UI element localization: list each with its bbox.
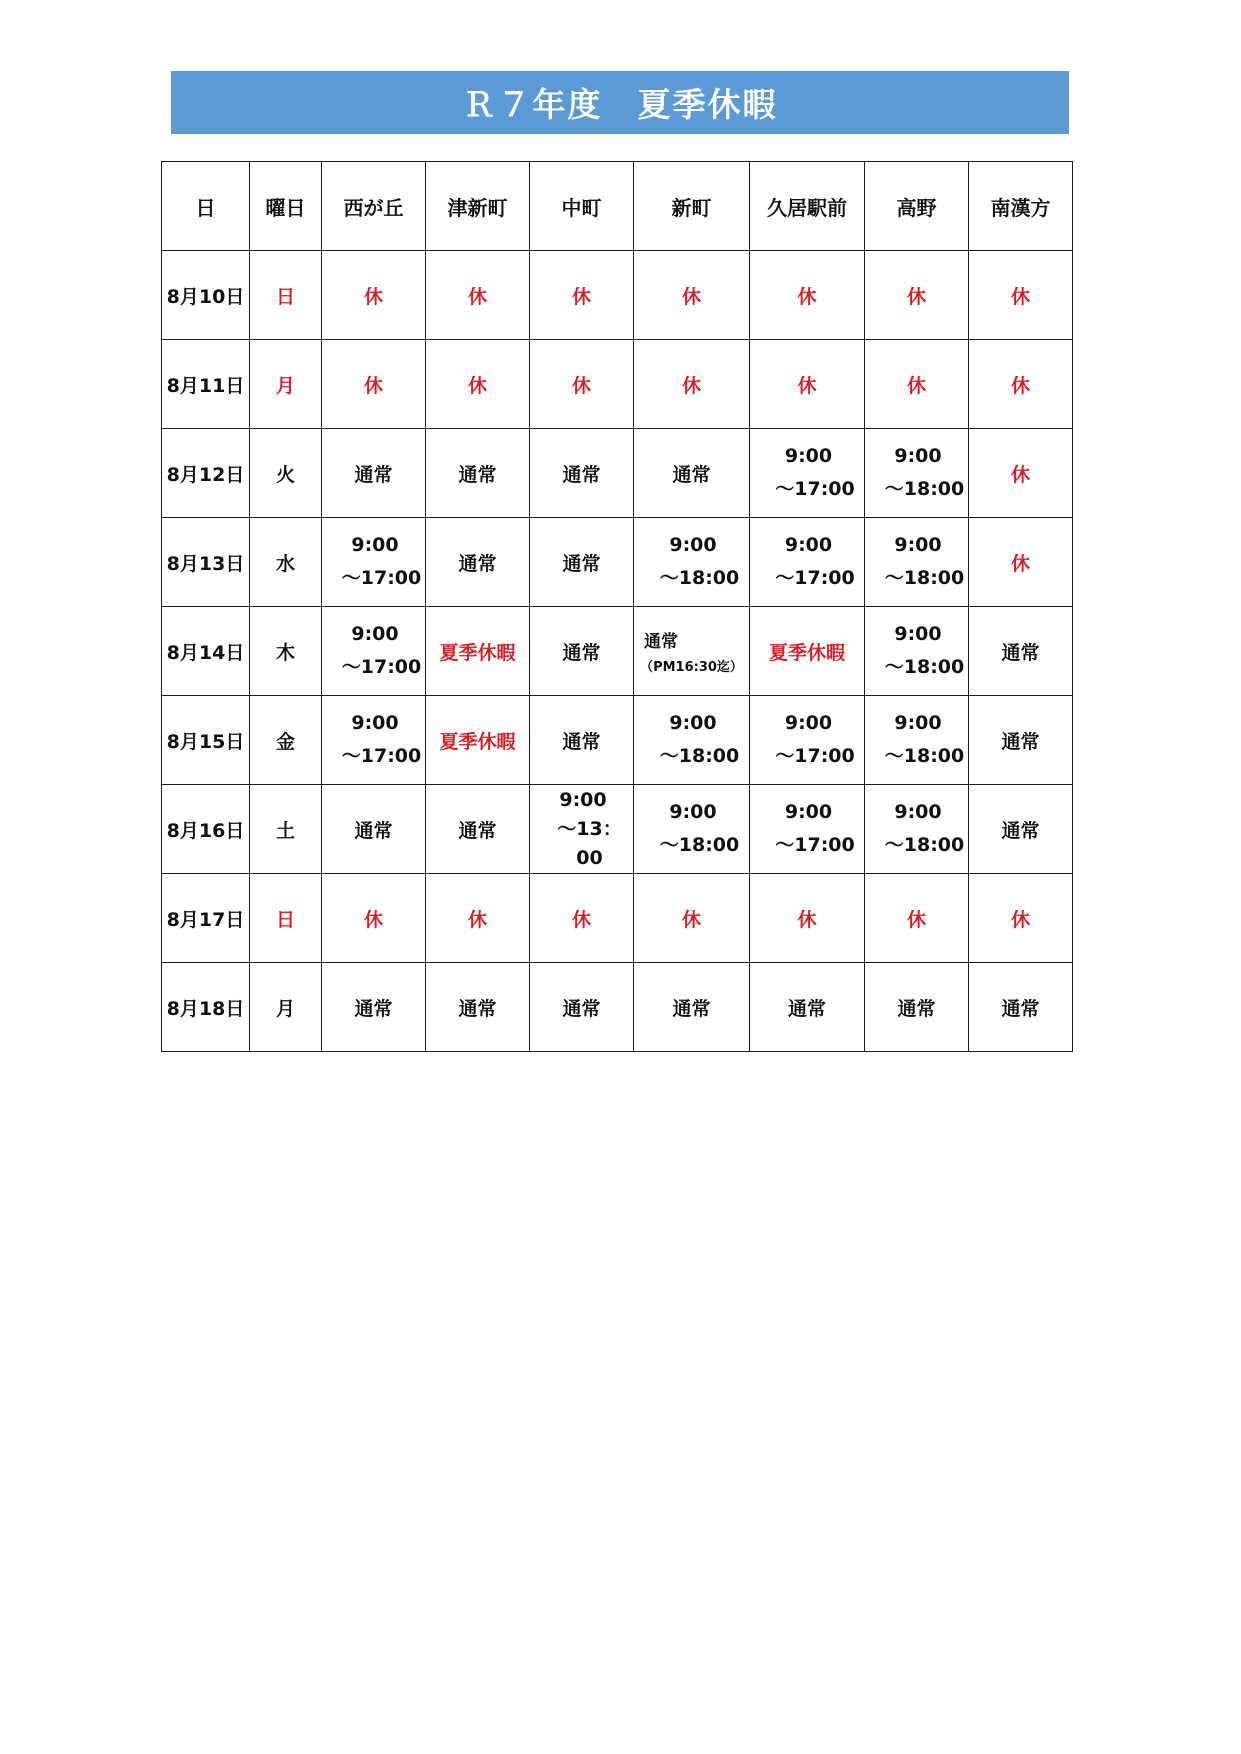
header-row [162, 162, 1073, 251]
table-row [162, 785, 1073, 874]
schedule-cell: 休 [750, 251, 865, 340]
date-cell: 8月17日 [162, 874, 250, 963]
schedule-cell: 休 [322, 340, 426, 429]
schedule-cell [322, 607, 426, 696]
header-hisai-ekimae: 久居駅前 [750, 162, 865, 251]
schedule-cell: 休 [969, 251, 1073, 340]
time-line: ～17:00 [341, 567, 422, 589]
schedule-cell: 夏季休暇 [750, 607, 865, 696]
time-line: 9:00 [894, 623, 942, 645]
time-line: ～18:00 [659, 745, 740, 767]
time-line: 9:00 [669, 801, 717, 823]
weekday-cell: 月 [250, 963, 322, 1052]
time-line: 9:00 [669, 712, 717, 734]
schedule-cell: 休 [969, 429, 1073, 518]
schedule-cell [865, 785, 969, 874]
schedule-cell: 休 [322, 251, 426, 340]
schedule-cell [865, 696, 969, 785]
header-weekday: 曜日 [250, 162, 322, 251]
table-row [162, 518, 1073, 607]
header-nakamachi: 中町 [530, 162, 634, 251]
time-line: ～17:00 [341, 745, 422, 767]
date-cell: 8月18日 [162, 963, 250, 1052]
schedule-cell: 通常 [634, 963, 750, 1052]
schedule-cell: 通常 [969, 696, 1073, 785]
date-cell: 8月11日 [162, 340, 250, 429]
weekday-cell: 木 [250, 607, 322, 696]
schedule-cell [634, 518, 750, 607]
header-shinmachi: 新町 [634, 162, 750, 251]
weekday-cell: 日 [250, 251, 322, 340]
time-line: 9:00 [894, 801, 942, 823]
schedule-cell: 休 [865, 340, 969, 429]
time-line: ～18:00 [659, 567, 740, 589]
holiday-schedule-table [161, 161, 1073, 1052]
time-line: ～17:00 [775, 567, 855, 589]
weekday-cell: 金 [250, 696, 322, 785]
schedule-cell: 通常 [322, 785, 426, 874]
time-line: ～18:00 [884, 656, 965, 678]
note-sub: （PM16:30迄） [640, 660, 743, 675]
time-line: ～18:00 [659, 834, 740, 856]
schedule-cell [750, 785, 865, 874]
schedule-cell: 休 [530, 251, 634, 340]
schedule-cell: 休 [426, 251, 530, 340]
schedule-cell: 休 [969, 518, 1073, 607]
date-cell: 8月14日 [162, 607, 250, 696]
schedule-cell: 休 [750, 340, 865, 429]
schedule-cell: 休 [530, 340, 634, 429]
schedule-cell: 通常 [426, 963, 530, 1052]
weekday-cell: 日 [250, 874, 322, 963]
schedule-cell: 休 [634, 340, 750, 429]
schedule-cell [634, 607, 750, 696]
date-cell: 8月13日 [162, 518, 250, 607]
table-row [162, 251, 1073, 340]
time-line: 9:00 [669, 534, 717, 556]
weekday-cell: 水 [250, 518, 322, 607]
schedule-cell: 通常 [750, 963, 865, 1052]
table-row [162, 696, 1073, 785]
time-line: 9:00 [894, 712, 942, 734]
date-cell: 8月12日 [162, 429, 250, 518]
time-line: 9:00 [894, 445, 942, 467]
table-row [162, 963, 1073, 1052]
schedule-cell [750, 696, 865, 785]
time-line: 9:00 [784, 445, 833, 467]
time-line: 9:00 [784, 801, 833, 823]
time-line: 9:00 [894, 534, 942, 556]
time-line: ～18:00 [884, 567, 965, 589]
schedule-cell [750, 518, 865, 607]
schedule-cell: 休 [322, 874, 426, 963]
time-line: 9:00 [351, 534, 399, 556]
schedule-cell: 休 [750, 874, 865, 963]
schedule-cell: 通常 [530, 429, 634, 518]
schedule-cell: 通常 [969, 963, 1073, 1052]
header-date: 日 [162, 162, 250, 251]
schedule-cell: 休 [969, 340, 1073, 429]
schedule-cell: 休 [426, 874, 530, 963]
schedule-cell: 通常 [634, 429, 750, 518]
schedule-cell [322, 518, 426, 607]
table-row [162, 874, 1073, 963]
header-tsushinmachi: 津新町 [426, 162, 530, 251]
schedule-cell: 休 [634, 251, 750, 340]
schedule-cell: 通常 [530, 963, 634, 1052]
date-cell: 8月10日 [162, 251, 250, 340]
schedule-cell: 夏季休暇 [426, 696, 530, 785]
date-cell: 8月15日 [162, 696, 250, 785]
schedule-cell: 通常 [322, 963, 426, 1052]
schedule-cell [865, 607, 969, 696]
time-line: 9:00 [559, 788, 607, 811]
schedule-cell [530, 785, 634, 874]
schedule-cell: 通常 [530, 518, 634, 607]
weekday-cell: 土 [250, 785, 322, 874]
weekday-cell: 火 [250, 429, 322, 518]
schedule-cell: 休 [969, 874, 1073, 963]
schedule-cell: 通常 [322, 429, 426, 518]
date-cell: 8月16日 [162, 785, 250, 874]
time-line: ～18:00 [884, 834, 965, 856]
page-title: Ｒ７年度 夏季休暇 [171, 71, 1069, 134]
time-line: ～13： [557, 817, 622, 840]
time-line: ～17:00 [775, 834, 855, 856]
time-line: ～18:00 [884, 745, 965, 767]
table-row [162, 429, 1073, 518]
header-nishigaoka: 西が丘 [322, 162, 426, 251]
time-line: 00 [576, 846, 603, 869]
schedule-cell [322, 696, 426, 785]
time-line: ～17:00 [775, 745, 855, 767]
schedule-cell: 通常 [426, 785, 530, 874]
weekday-cell: 月 [250, 340, 322, 429]
schedule-cell: 休 [634, 874, 750, 963]
time-line: ～17:00 [341, 656, 422, 678]
schedule-cell [634, 696, 750, 785]
schedule-cell: 通常 [865, 963, 969, 1052]
schedule-cell: 休 [865, 874, 969, 963]
time-line: 9:00 [351, 623, 399, 645]
schedule-cell [634, 785, 750, 874]
schedule-cell [750, 429, 865, 518]
time-line: 9:00 [784, 712, 833, 734]
schedule-cell: 通常 [426, 429, 530, 518]
time-line: 9:00 [784, 534, 833, 556]
header-minami-kanpo: 南漢方 [969, 162, 1073, 251]
schedule-cell: 通常 [530, 607, 634, 696]
schedule-cell: 通常 [426, 518, 530, 607]
header-takano: 高野 [865, 162, 969, 251]
table-row [162, 607, 1073, 696]
time-line: 9:00 [351, 712, 399, 734]
schedule-cell: 休 [426, 340, 530, 429]
schedule-cell: 夏季休暇 [426, 607, 530, 696]
schedule-cell [865, 518, 969, 607]
time-line: ～18:00 [884, 478, 965, 500]
schedule-cell: 休 [530, 874, 634, 963]
schedule-cell [865, 429, 969, 518]
time-line: ～17:00 [775, 478, 855, 500]
schedule-cell: 通常 [530, 696, 634, 785]
note-main: 通常 [644, 632, 678, 652]
schedule-cell: 通常 [969, 785, 1073, 874]
schedule-cell: 通常 [969, 607, 1073, 696]
table-row [162, 340, 1073, 429]
schedule-cell: 休 [865, 251, 969, 340]
